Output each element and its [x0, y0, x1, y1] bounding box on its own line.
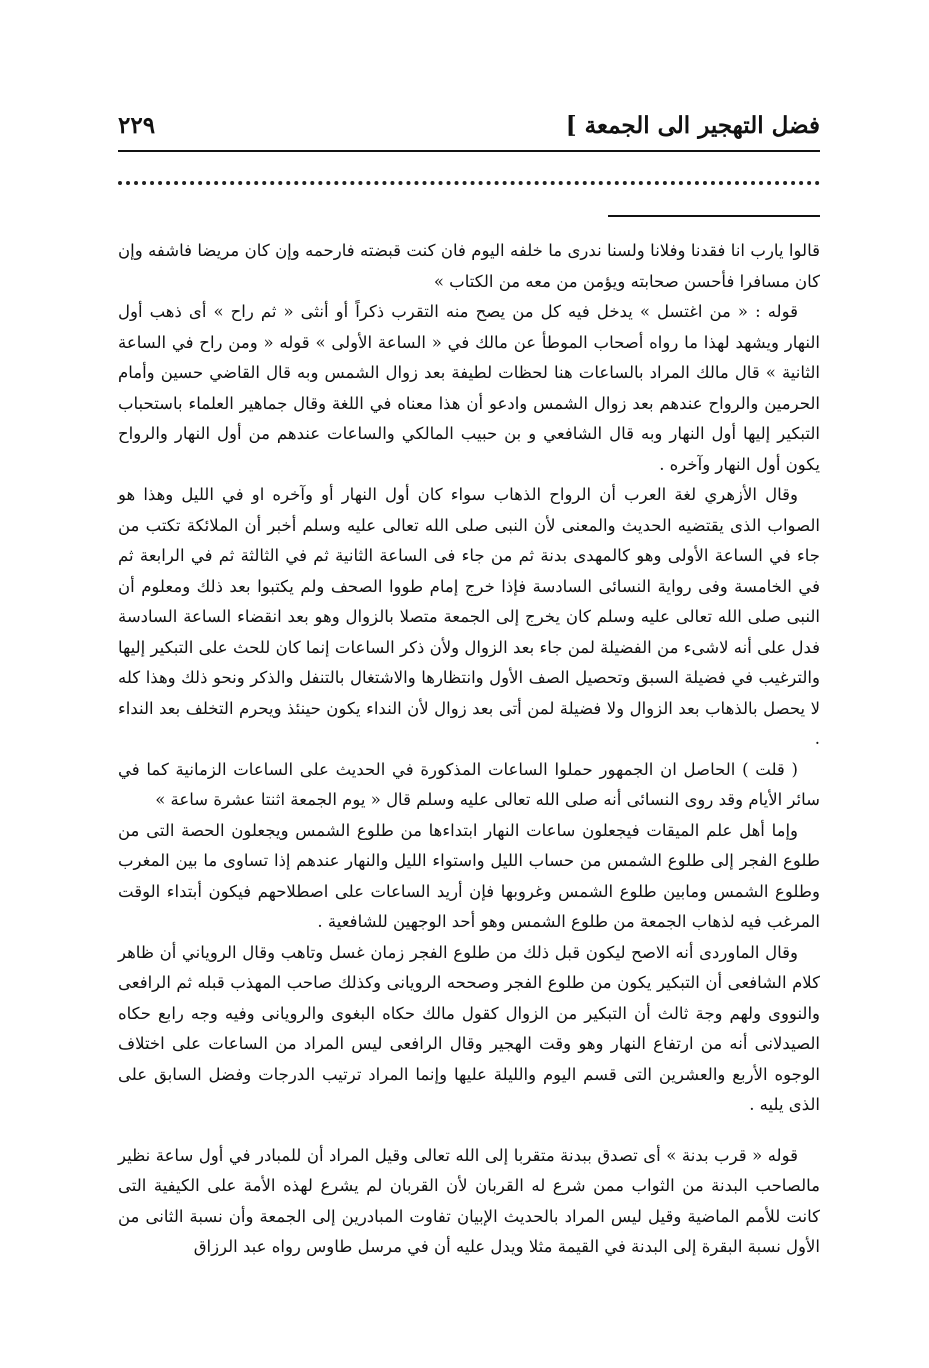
main-text	[118, 236, 820, 1263]
paragraph: ( قلت ) الحاصل ان الجمهور حملوا الساعات المذكورة في الحديث على الساعات الزمانية كما في سائر الأيام وقد روى النسائى أنه صلى الله تعالى عليه وسلم قال « يوم الجمعة اثنتا عشرة ساعة »	[118, 759, 820, 809]
dotted-separator	[118, 181, 820, 185]
page-number: ٢٢٩	[118, 112, 156, 139]
paragraph: وإما أهل علم الميقات فيجعلون ساعات النهار ابتداءها من طلوع الشمس ويجعلون الحصة التى من طلوع الفجر إلى طلوع الشمس من حساب الليل واستواء الليل والنهار عندهم إذا تساوى ما بين المغرب وطلوع الشمس ومابين طلوع الشمس وغروبها فإن أريد الساعات على اصطلاحهم فيكون أبتداء الوقت المرغب فيه لذهاب الجمعة من طلوع الشمس وهو أحد الوجهين للشافعية .	[118, 820, 820, 931]
page-header	[118, 112, 820, 152]
running-title: فضل التهجير الى الجمعة ]	[565, 112, 820, 139]
paragraph: قالوا يارب انا فقدنا وفلانا ولسنا ندرى ما خلفه اليوم فان كنت قبضته فارحمه وإن كان مريضا فاشفه وإن كان مسافرا فأحسن صحابته ويؤمن من معه من الكتاب »	[118, 241, 820, 291]
paragraph: قوله « قرب بدنة » أى تصدق ببدنة متقربا إلى الله تعالى وقيل المراد أن للمبادر في أول ساعة نظير مالصاحب البدنة من الثواب ممن شرع له القربان لأن القربان لم يشرع لهذه الأمة على الكيفية التى كانت للأمم الماضية وقيل ليس المراد بالحديث الإبيان تفاوت المبادرين إلى الجمعة وأن نسبة الثانى من الأول نسبة البقرة إلى البدنة في القيمة مثلا ويدل عليه أن في مرسل طاوس رواه عبد الرزاق	[118, 1145, 820, 1256]
paragraph: وقال الماوردى أنه الاصح ليكون قبل ذلك من طلوع الفجر زمان غسل وتاهب وقال الروياني أن ظاهر كلام الشافعى أن التبكير يكون من طلوع الفجر وصححه الرويانى وكذلك صاحب المهذب قبله ثم الرافعى والنووى ولهم وجة ثالث أن التبكير من الزوال كقول مالك حكاه البغوى والرويانى وفيه وجه رابع حكاه الصيدلانى أنه من ارتفاع النهار وهو وقت الهجير وقال الرافعى ليس المراد من الساعات على اختلاف الوجوه الأربع والعشرين التى قسم اليوم والليلة عليها وإنما المراد ترتيب الدرجات وفضل السابق على الذى يليه .	[118, 942, 820, 1114]
paragraph: قوله : « من اغتسل » يدخل فيه كل من يصح منه التقرب ذكراً أو أنثى « ثم راح » أى ذهب أول النهار ويشهد لهذا ما رواه أصحاب الموطأ عن مالك في « الساعة الأولى » قوله « ومن راح في الساعة الثانية » قال مالك المراد بالساعات هنا لحظات لطيفة بعد زوال الشمس وبه قال القاضي حسين وأمام الحرمين والرواح عندهم بعد زوال الشمس وادعو أن هذا معناه في اللغة وقال جماهير العلماء باستحباب التبكير إليها أول النهار وبه قال الشافعي و بن حبيب المالكي والساعات عندهم من أول النهار والرواح يكون أول النهار وآخره .	[118, 302, 820, 474]
header-rule	[118, 150, 820, 152]
paragraph: وقال الأزهري لغة العرب أن الرواح الذهاب سواء كان أول النهار أو وآخره او في الليل وهذا هو الصواب الذى يقتضيه الحديث والمعنى لأن النبى صلى الله تعالى عليه وسلم أخبر أن الملائكة تكتب من جاء في الساعة الأولى وهو كالمهدى بدنة ثم من جاء فى الساعة الثانية ثم في الثالثة ثم في الرابعة ثم في الخامسة وفى رواية النسائى السادسة فإذا خرج إمام طووا الصحف ولم يكتبوا بعد ذلك ومعلوم أن النبى صلى الله تعالى عليه وسلم كان يخرج إلى الجمعة متصلا بالزوال وهو بعد انقضاء الساعة السادسة فدل على أنه لاشىء من الفضيلة لمن جاء بعد الزوال ولأن ذكر الساعات إنما كان للحث على التبكير إليها والترغيب في فضيلة السبق وتحصيل الصف الأول وانتظارها والاشتغال بالتنفل والذكر ونحو ذلك وهذا كله لا يحصل بالذهاب بعد الزوال ولا فضيلة لمن أتى بعد زوال لأن النداء يكون حينئذ ويحرم التخلف بعد النداء .	[118, 485, 820, 748]
footnote-rule	[608, 215, 820, 217]
